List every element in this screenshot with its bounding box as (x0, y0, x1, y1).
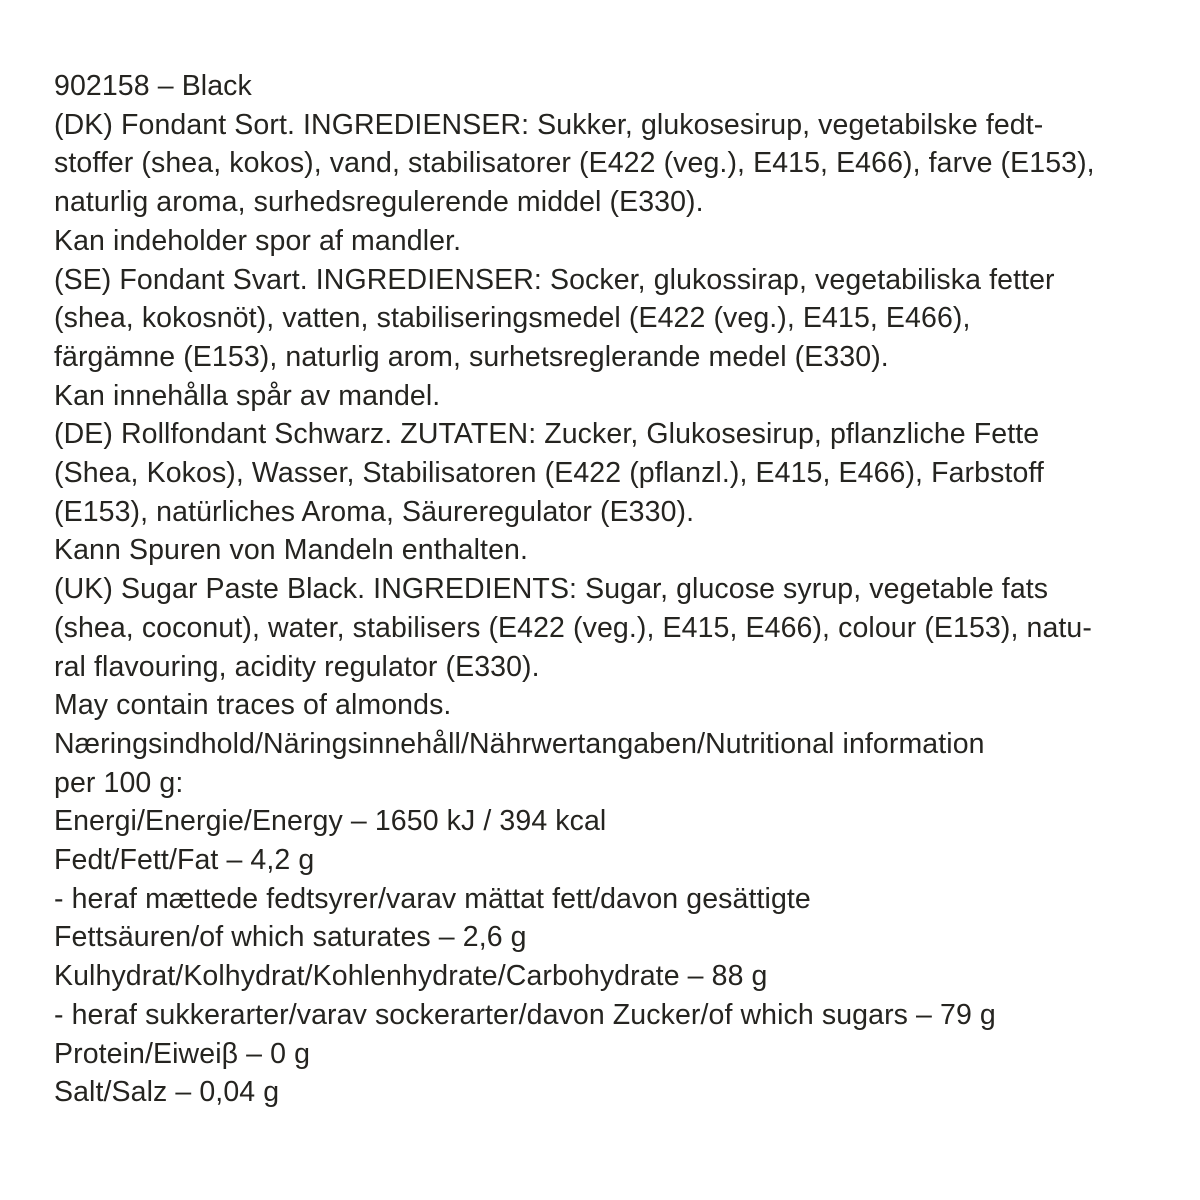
nutrition-saturates-line: - heraf mættede fedtsyrer/varav mättat fett/davon gesättigte (54, 882, 811, 915)
dk-ingredients-line: naturlig aroma, surhedsregulerende middel (E330). (54, 186, 704, 219)
nutrition-protein-line: Protein/Eiweiβ – 0 g (54, 1037, 311, 1070)
nutrition-carbohydrate-line: Kulhydrat/Kolhydrat/Kohlenhydrate/Carbohydrate – 88 g (54, 960, 768, 993)
de-ingredients-line: (DE) Rollfondant Schwarz. ZUTATEN: Zucker, Glukosesirup, pflanzliche Fette (54, 418, 1040, 451)
uk-ingredients-line: (UK) Sugar Paste Black. INGREDIENTS: Sugar, glucose syrup, vegetable fats (54, 573, 1049, 606)
uk-allergen-line: May contain traces of almonds. (54, 689, 452, 722)
nutrition-salt-line: Salt/Salz – 0,04 g (54, 1076, 280, 1109)
de-ingredients-line: (Shea, Kokos), Wasser, Stabilisatoren (E422 (pflanzl.), E415, E466), Farbstoff (54, 457, 1044, 490)
nutrition-heading-line: per 100 g: (54, 766, 184, 799)
se-allergen-line: Kan innehålla spår av mandel. (54, 379, 441, 412)
de-allergen-line: Kann Spuren von Mandeln enthalten. (54, 534, 528, 567)
nutrition-heading-line: Næringsindhold/Näringsinnehåll/Nährwertangaben/Nutritional information (54, 727, 985, 760)
dk-allergen-line: Kan indeholder spor af mandler. (54, 224, 462, 257)
product-code-line: 902158 – Black (54, 70, 252, 102)
nutrition-sugars-line: - heraf sukkerarter/varav sockerarter/davon Zucker/of which sugars – 79 g (54, 998, 996, 1031)
dk-ingredients-line: stoffer (shea, kokos), vand, stabilisatorer (E422 (veg.), E415, E466), farve (E153), (54, 147, 1095, 180)
uk-ingredients-line: ral flavouring, acidity regulator (E330). (54, 650, 540, 683)
nutrition-saturates-line: Fettsäuren/of which saturates – 2,6 g (54, 921, 527, 954)
nutrition-fat-line: Fedt/Fett/Fat – 4,2 g (54, 844, 315, 877)
se-ingredients-line: (shea, kokosnöt), vatten, stabiliseringsmedel (E422 (veg.), E415, E466), (54, 302, 971, 335)
de-ingredients-line: (E153), natürliches Aroma, Säureregulator (E330). (54, 495, 695, 528)
dk-ingredients-line: (DK) Fondant Sort. INGREDIENSER: Sukker, glukosesirup, vegetabilske fedt- (54, 108, 1044, 141)
se-ingredients-line: (SE) Fondant Svart. INGREDIENSER: Socker, glukossirap, vegetabiliska fetter (54, 263, 1055, 296)
se-ingredients-line: färgämne (E153), naturlig arom, surhetsreglerande medel (E330). (54, 340, 889, 373)
uk-ingredients-line: (shea, coconut), water, stabilisers (E422 (veg.), E415, E466), colour (E153), natu- (54, 611, 1092, 644)
nutrition-energy-line: Energi/Energie/Energy – 1650 kJ / 394 kcal (54, 805, 607, 838)
